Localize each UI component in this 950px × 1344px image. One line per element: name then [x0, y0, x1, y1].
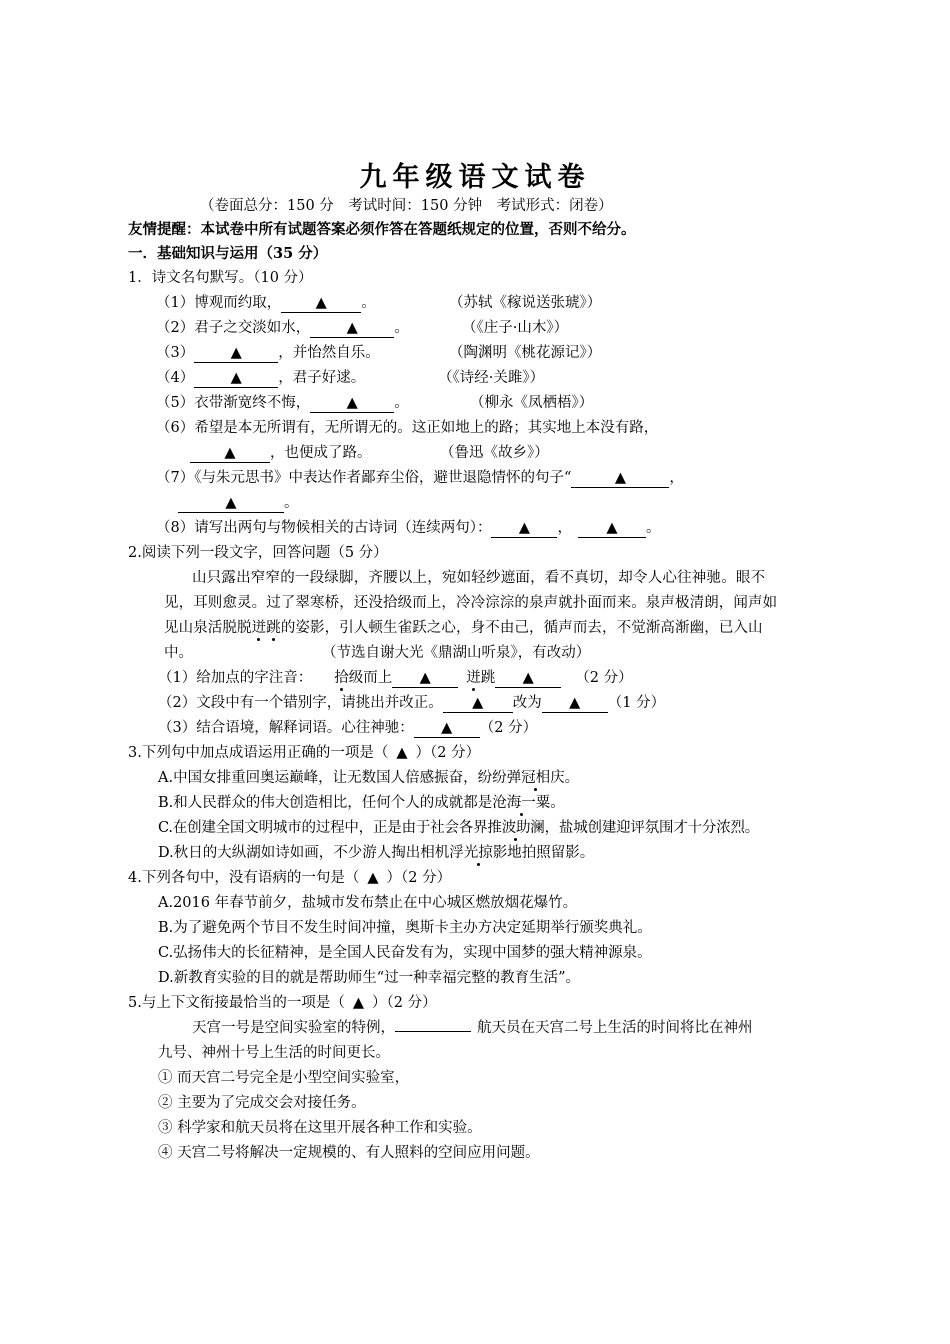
answer-blank: ▲ [578, 519, 646, 538]
answer-blank: ▲ [194, 369, 278, 388]
q2-passage-line2: 见，耳则愈灵。过了翠寒桥，还没拾级而上，冷冷淙淙的泉声就扑面而来。泉声极清朗，闻声如 [164, 595, 778, 611]
q1-item8: （8）请写出两句与物候相关的古诗词（连续两句）： ▲ ， ▲ 。 [156, 520, 661, 536]
answer-blank: ▲ [495, 669, 561, 688]
answer-blank: ▲ [190, 444, 270, 463]
q1-item2: （2）君子之交淡如水， ▲ 。 [156, 320, 409, 336]
q5-item-3: ③ 科学家和航天员将在这里开展各种工作和实验。 [158, 1120, 482, 1136]
q1-item2-source: （《庄子·山木》） [462, 320, 569, 336]
q1-item4: （4） ▲ ，君子好逑。 [156, 370, 366, 386]
q5-item-1: ① 而天宫二号完全是小型空间实验室， [158, 1070, 410, 1086]
answer-blank: ▲ [571, 469, 669, 488]
q1-item1-source: （苏轼《稼说送张琥》） [449, 295, 602, 311]
exam-meta: （卷面总分：150 分 考试时间：150 分钟 考试形式：闭卷） [200, 198, 613, 214]
q1-stem: 1．诗文名句默写。（10 分） [128, 270, 313, 286]
q2-stem: 2.阅读下列一段文字，回答问题（5 分） [128, 545, 388, 561]
q1-item4-source: （《诗经·关雎》） [438, 370, 545, 386]
q3-option-b: B.和人民群众的伟大创造相比，任何个人的成就都是沧海一粟。 [158, 795, 565, 811]
answer-blank: ▲ [310, 319, 394, 338]
q2-passage-line1: 山只露出窄窄的一段绿脚，齐腰以上，宛如轻纱遮面，看不真切，却令人心往神驰。眼不 [192, 570, 766, 586]
q2-passage-source: （节选自谢大光《鼎湖山听泉》，有改动） [322, 645, 591, 661]
q4-option-d: D.新教育实验的目的就是帮助师生“过一种幸福完整的教育生活”。 [158, 970, 581, 986]
q4-option-c: C.弘扬伟大的长征精神，是全国人民奋发有为，实现中国梦的强大精神源泉。 [158, 945, 652, 961]
q1-item5-source: （柳永《凤栖梧》） [470, 395, 594, 411]
q1-item3-source: （陶渊明《桃花源记》） [449, 345, 602, 361]
q5-passage-line2: 九号、神州十号上生活的时间更长。 [158, 1045, 390, 1061]
q3-option-d: D.秋日的大纵湖如诗如画，不少游人掏出相机浮光掠影地拍照留影。 [158, 845, 595, 861]
q1-item3: （3） ▲ ，并怡然自乐。 [156, 345, 380, 361]
answer-blank: ▲ [542, 694, 608, 713]
q3-stem: 3.下列句中加点成语运用正确的一项是（ ▲ ）（2 分） [128, 745, 481, 761]
answer-blank: ▲ [310, 394, 394, 413]
q5-item-4: ④ 天宫二号将解决一定规模的、有人照料的空间应用问题。 [158, 1145, 540, 1161]
q1-item7-line2: ▲ 。 [178, 493, 299, 513]
q1-item6-line2: ▲ ，也便成了路。 [190, 443, 372, 463]
q2-sub2: （2）文段中有一个错别字，请挑出并改正。 ▲ 改为 ▲ （1 分） [158, 695, 666, 711]
answer-blank: ▲ [392, 669, 458, 688]
answer-blank: ▲ [281, 294, 361, 313]
q1-item7-line1: （7）《与朱元思书》中表达作者鄙弃尘俗，避世退隐情怀的句子“ ▲ ， [156, 470, 684, 486]
q1-item6-source: （鲁迅《故乡》） [440, 445, 549, 461]
q2-sub1: （1）给加点的字注音： 拾级而上 ▲ 迸跳 ▲ （2 分） [158, 670, 633, 686]
answer-blank: ▲ [414, 719, 480, 738]
page-title: 九年级语文试卷 [359, 162, 591, 193]
answer-blank: ▲ [443, 694, 513, 713]
q2-passage-line4: 中。 [164, 645, 193, 661]
q5-item-2: ② 主要为了完成交会对接任务。 [158, 1095, 366, 1111]
q5-stem: 5.与上下文衔接最恰当的一项是（ ▲ ）（2 分） [128, 995, 437, 1011]
q1-item5: （5）衣带渐宽终不悔， ▲ 。 [156, 395, 409, 411]
answer-blank: ▲ [194, 344, 278, 363]
q5-passage-line1: 天宫一号是空间实验室的特例， 航天员在天宫二号上生活的时间将比在神州 [192, 1020, 753, 1036]
exam-notice: 友情提醒：本试卷中所有试题答案必须作答在答题纸规定的位置，否则不给分。 [128, 221, 636, 238]
q1-item1: （1）博观而约取， ▲ 。 [156, 295, 376, 311]
section-heading: 一．基础知识与运用（35 分） [128, 245, 328, 262]
q4-stem: 4.下列各句中，没有语病的一句是（ ▲ ）（2 分） [128, 870, 452, 886]
q3-option-a: A.中国女排重回奥运巅峰，让无数国人倍感振奋，纷纷弹冠相庆。 [158, 770, 580, 786]
answer-blank [395, 1031, 471, 1032]
q2-passage-line3: 见山泉活脱脱迸跳的姿影，引人顿生雀跃之心，身不由己，循声而去，不觉渐高渐幽，已入山 [164, 620, 763, 636]
q2-sub3: （3）结合语境，解释词语。心往神驰： ▲ （2 分） [158, 720, 538, 736]
answer-blank: ▲ [178, 494, 284, 513]
q3-option-c: C.在创建全国文明城市的过程中，正是由于社会各界推波助澜，盐城创建迎评氛围才十分浓烈。 [158, 820, 760, 836]
q1-item6-line1: （6）希望是本无所谓有，无所谓无的。这正如地上的路；其实地上本没有路， [156, 420, 659, 436]
q4-option-a: A.2016 年春节前夕，盐城市发布禁止在中心城区燃放烟花爆竹。 [158, 895, 578, 911]
q4-option-b: B.为了避免两个节目不发生时间冲撞，奥斯卡主办方决定延期举行颁奖典礼。 [158, 920, 652, 936]
answer-blank: ▲ [491, 519, 557, 538]
